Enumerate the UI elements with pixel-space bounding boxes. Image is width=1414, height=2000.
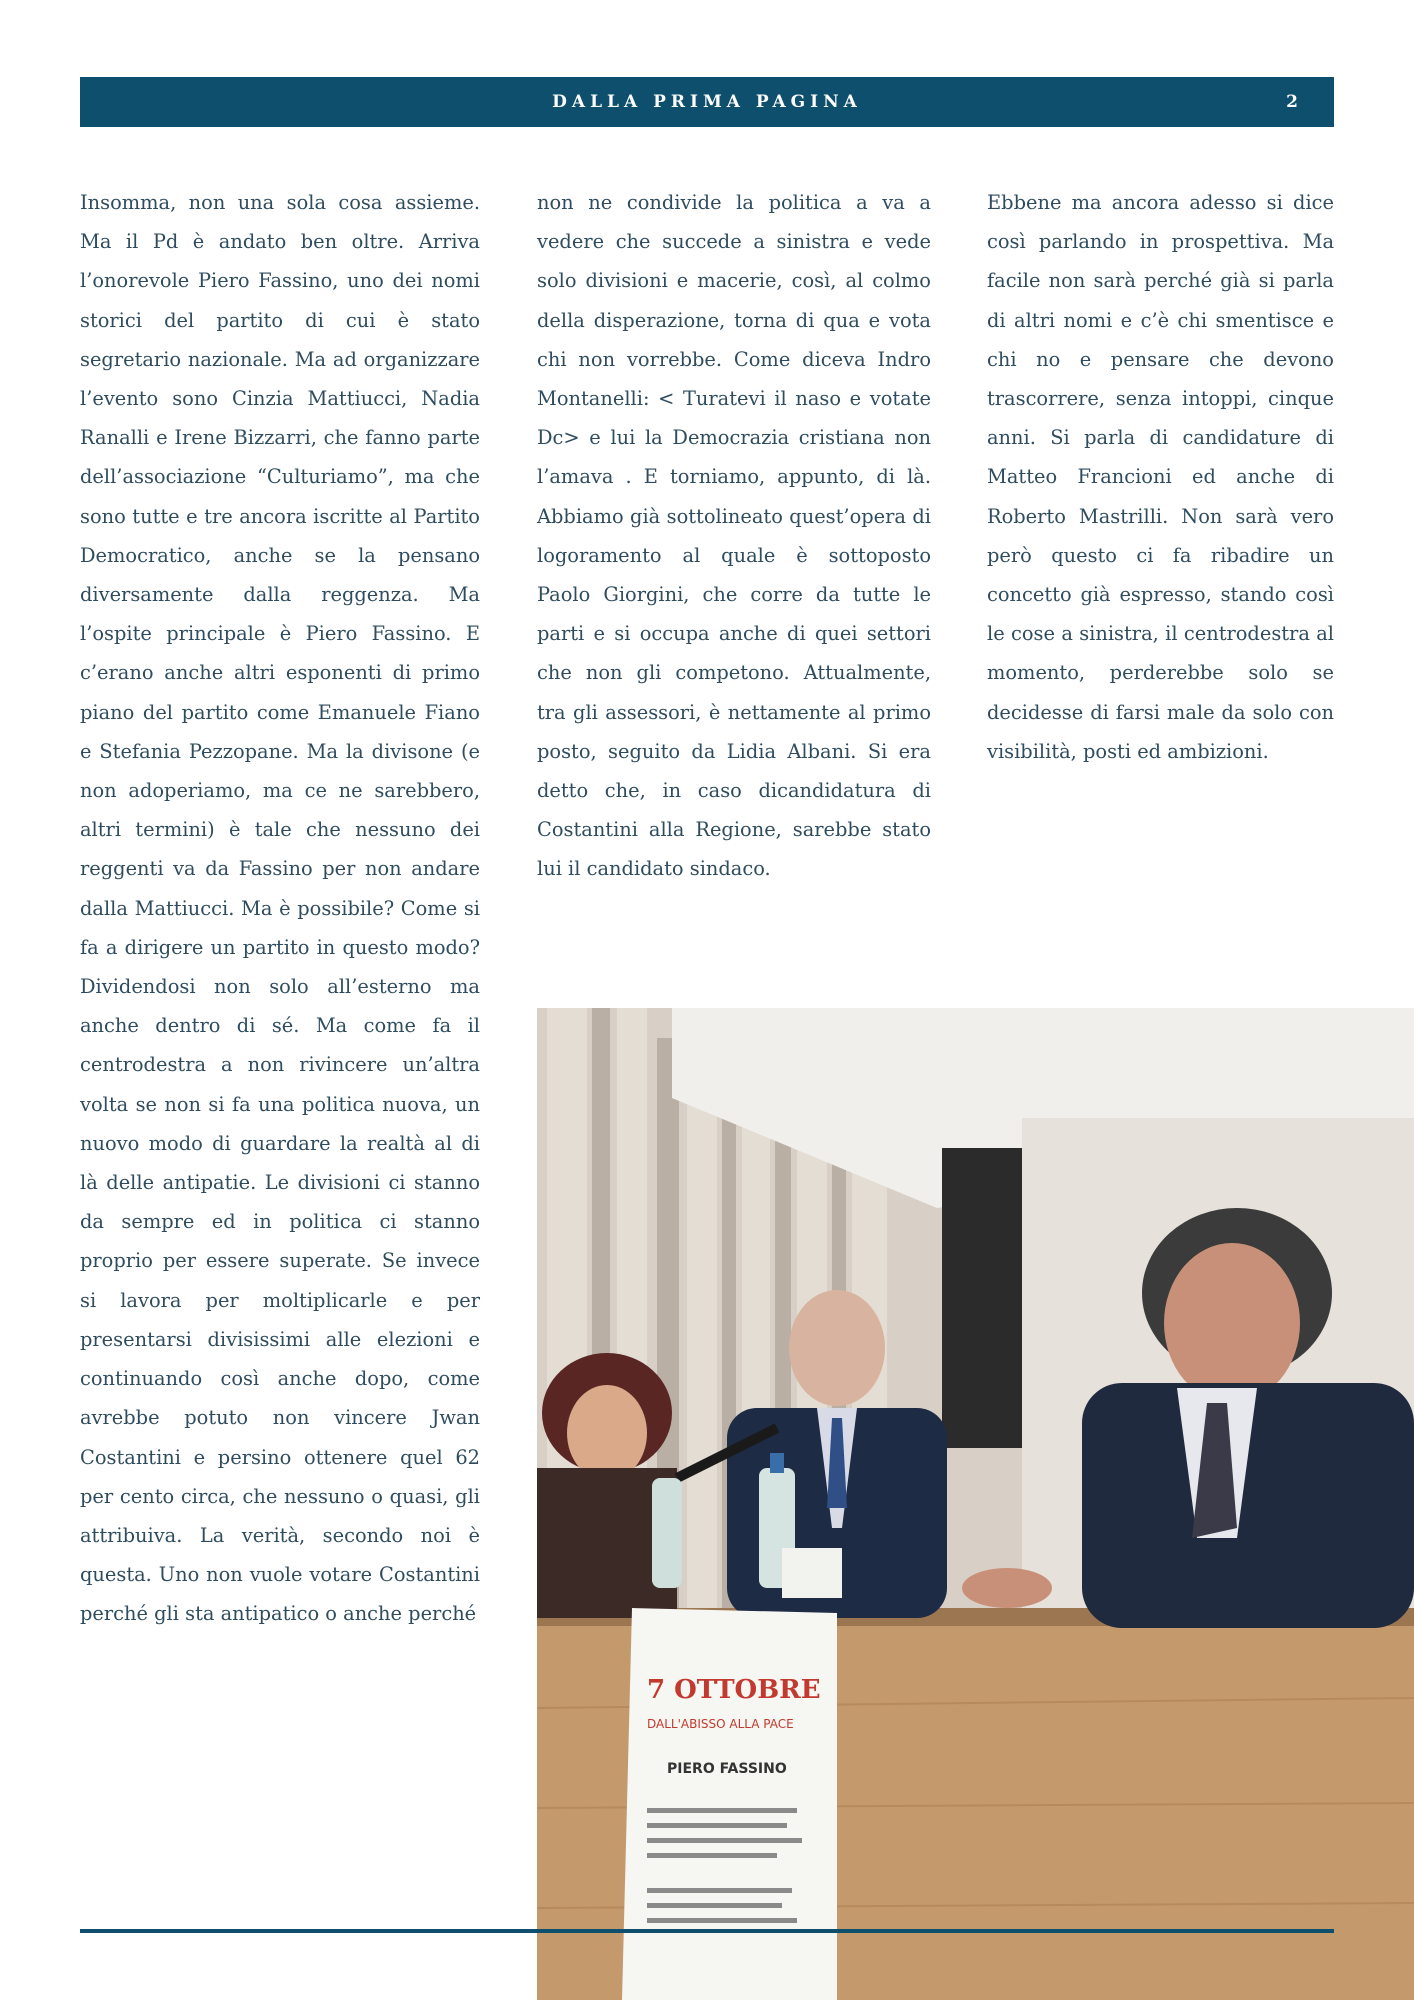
poster-date: 7 OTTOBRE bbox=[647, 1675, 821, 1705]
footer-rule bbox=[80, 1929, 1334, 1933]
article-column-2: non ne condivide la politica a va a vedere che succede a sinistra e vede solo divisioni e macerie, così, al colmo della disperazione, torna di qua e vota chi non vorrebbe. Come diceva Indro Montanelli: < Turatevi il naso e votate Dc> e lui la Democrazia cristiana non l’amava . E torniamo, appunto, di là. Abbiamo già sottolineato quest’opera di logoramento al quale è sottoposto Paolo Giorgini, che corre da tutte le parti e si occupa anche di quei settori che non gli competono. Attualmente, tra gli assessori, è nettamente al primo posto, seguito da Lidia Albani. Si era detto che, in caso dicandidatura di Costantini alla Regione, sarebbe stato lui il candidato sindaco. bbox=[537, 191, 931, 881]
poster-guest: PIERO FASSINO bbox=[667, 1761, 787, 1777]
article-column-3: Ebbene ma ancora adesso si dice così parlando in prospettiva. Ma facile non sarà perché già si parla di altri nomi e c’è chi smentisce e chi no e pensare che devono trascorrere, senza intoppi, cinque anni. Si parla di candidature di Matteo Francioni ed anche di Roberto Mastrilli. Non sarà vero però questo ci fa ribadire un concetto già espresso, stando così le cose a sinistra, il centrodestra al momento, perderebbe solo se decidesse di farsi male da solo con visibilità, posti ed ambizioni. bbox=[987, 191, 1334, 763]
page-number: 2 bbox=[1286, 92, 1298, 112]
section-title: DALLA PRIMA PAGINA bbox=[552, 92, 862, 112]
event-photo bbox=[537, 1008, 1414, 2000]
poster-subtitle: DALL'ABISSO ALLA PACE bbox=[647, 1717, 794, 1731]
article-column-1: Insomma, non una sola cosa assieme. Ma il Pd è andato ben oltre. Arriva l’onorevole Piero Fassino, uno dei nomi storici del partito di cui è stato segretario nazionale. Ma ad organizzare l’evento sono Cinzia Mattiucci, Nadia Ranalli e Irene Bizzarri, che fanno parte dell’associazione “Culturiamo”, ma che sono tutte e tre ancora iscritte al Partito Democratico, anche se la pensano diversamente dalla reggenza. Ma l’ospite principale è Piero Fassino. E c’erano anche altri esponenti di primo piano del partito come Emanuele Fiano e Stefania Pezzopane. Ma la divisone (e non adoperiamo, ma ce ne sarebbero, altri termini) è tale che nessuno dei reggenti va da Fassino per non andare dalla Mattiucci. Ma è possibile? Come si fa a dirigere un partito in questo modo? Dividendosi non solo all’esterno ma anche dentro di sé. Ma come fa il centrodestra a non rivincere un’altra volta se non si fa una politica nuova, un nuovo modo di guardare la realtà al di là delle antipatie. Le divisioni ci stanno da sempre ed in politica ci stanno proprio per essere superate. Se invece si lavora per moltiplicarle e per presentarsi divisissimi alle elezioni e continuando così anche dopo, come avrebbe potuto non vincere Jwan Costantini e persino ottenere quel 62 per cento circa, che nessuno o quasi, gli attribuiva. La verità, secondo noi è questa. Uno non vuole votare Costantini perché gli sta antipatico o anche perché bbox=[80, 191, 480, 1626]
section-header-bar bbox=[80, 77, 1334, 127]
